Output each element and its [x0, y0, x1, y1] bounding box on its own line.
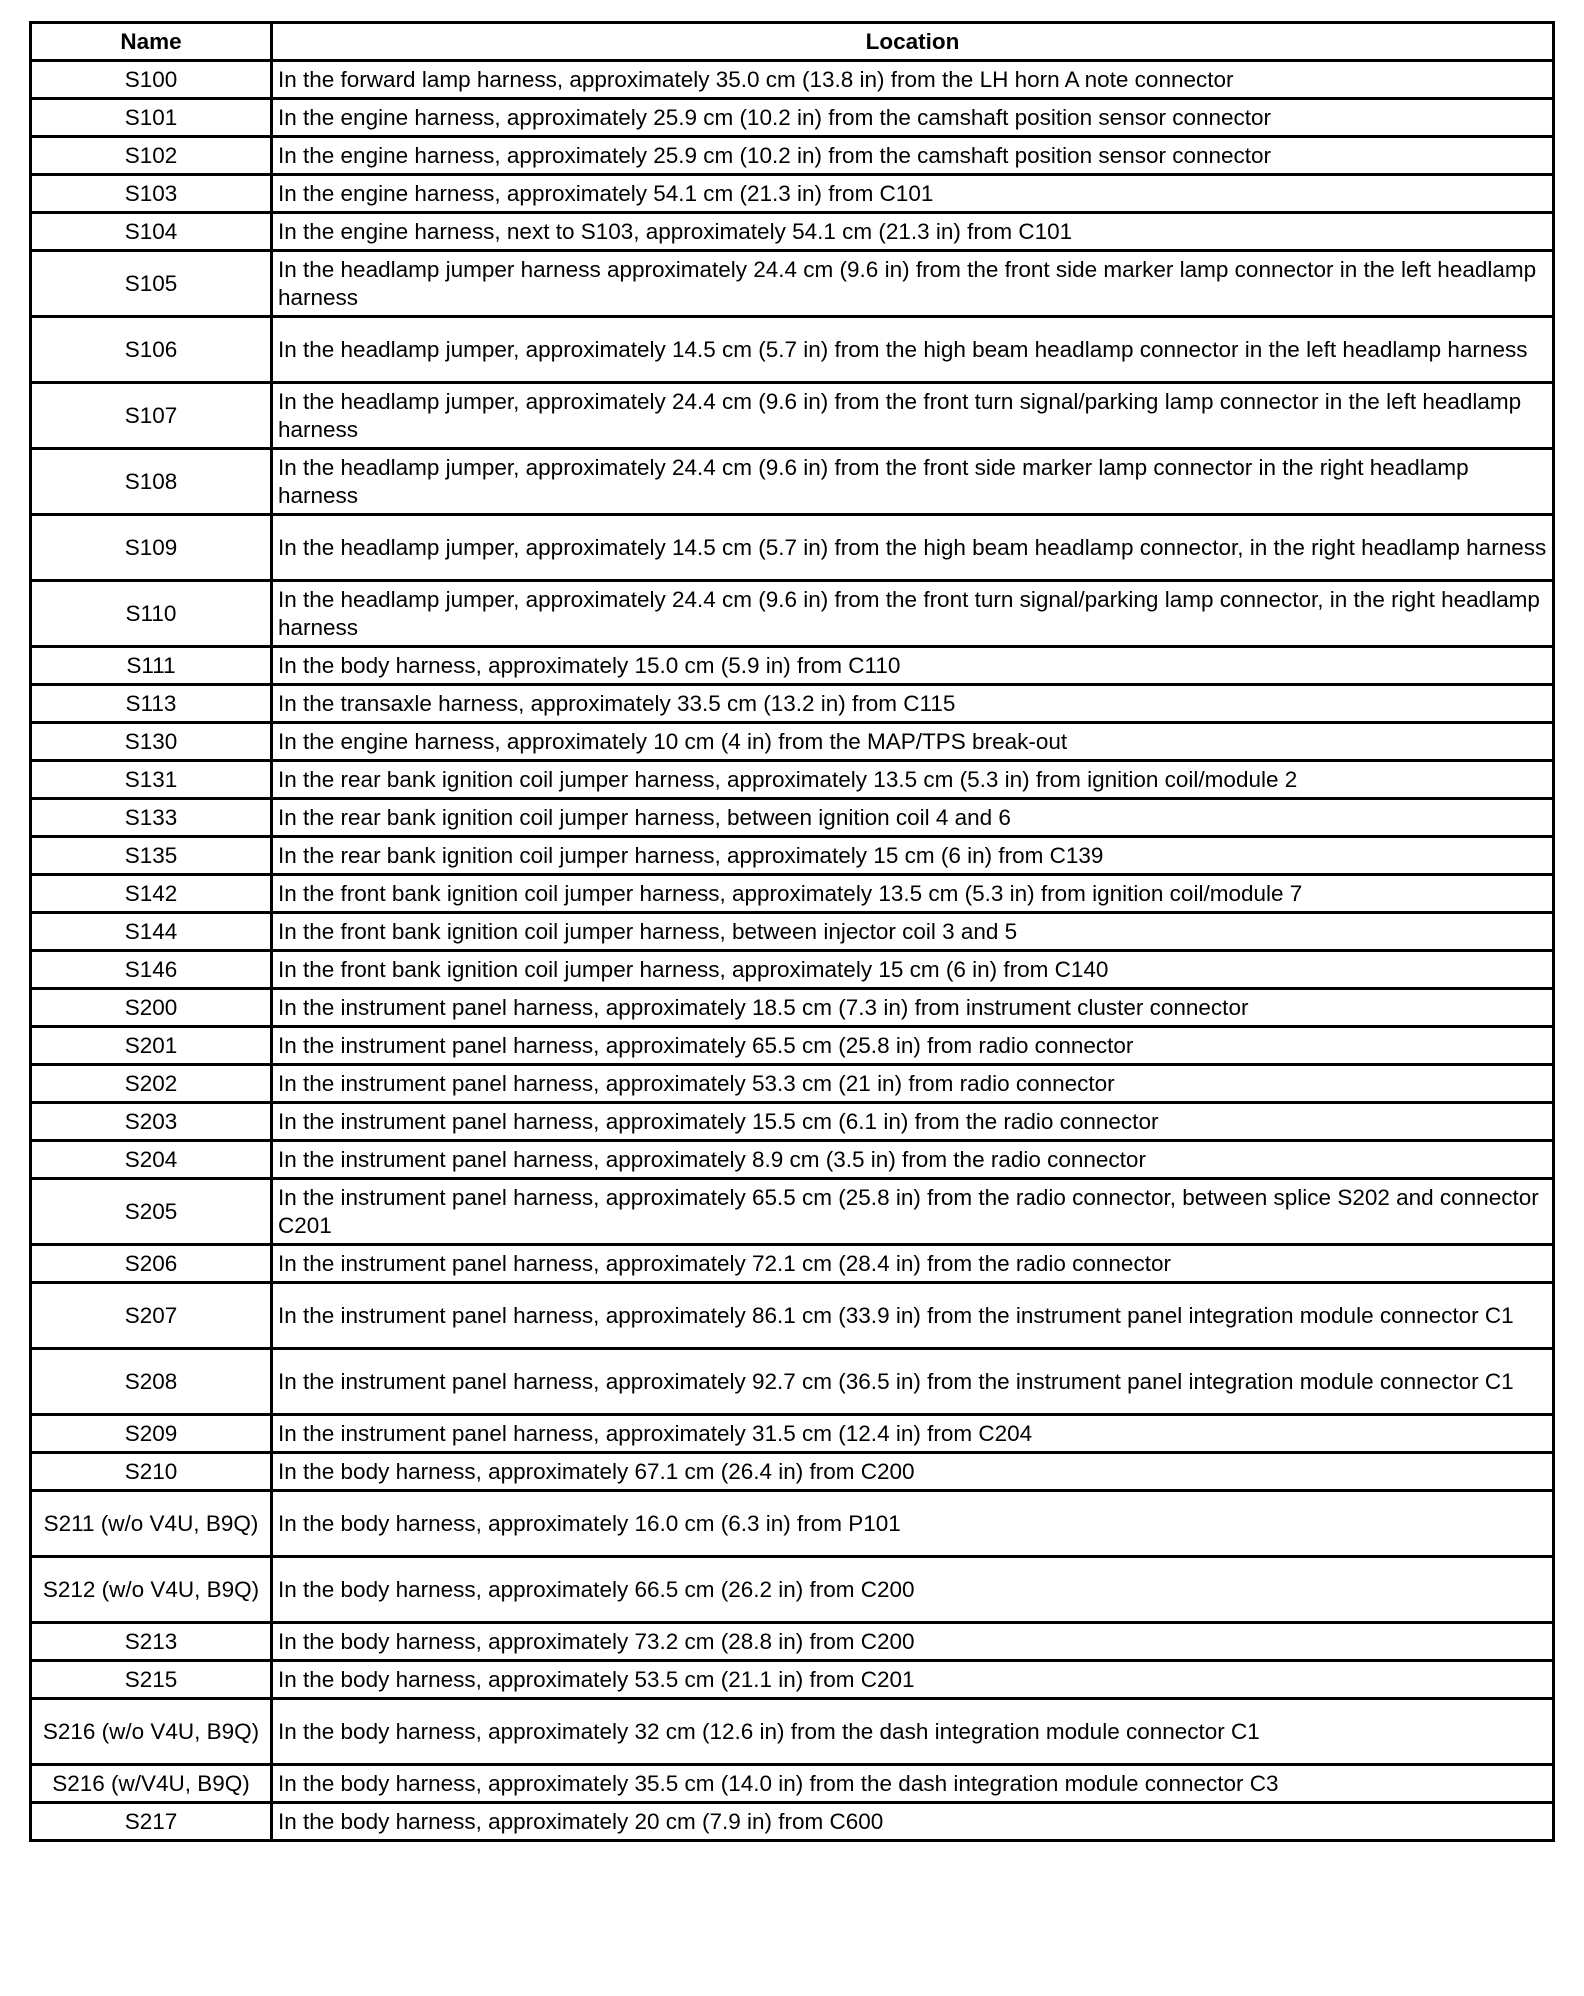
table-row [31, 61, 1554, 99]
table-row [31, 99, 1554, 137]
splice-location-cell: In the rear bank ignition coil jumper harness, between ignition coil 4 and 6 [272, 799, 1554, 837]
table-row [31, 723, 1554, 761]
table-row [31, 515, 1554, 581]
splice-location-cell: In the engine harness, approximately 10 cm (4 in) from the MAP/TPS break-out [272, 723, 1554, 761]
splice-name-cell: S216 (w/V4U, B9Q) [31, 1765, 272, 1803]
splice-name-cell: S206 [31, 1245, 272, 1283]
splice-location-cell: In the headlamp jumper, approximately 24.4 cm (9.6 in) from the front turn signal/parking lamp connector, in the right headlamp harness [272, 581, 1554, 647]
splice-location-cell: In the headlamp jumper, approximately 24.4 cm (9.6 in) from the front turn signal/parking lamp connector in the left headlamp harness [272, 383, 1554, 449]
table-row [31, 799, 1554, 837]
splice-name-cell: S113 [31, 685, 272, 723]
table-row [31, 1179, 1554, 1245]
splice-location-cell: In the instrument panel harness, approximately 92.7 cm (36.5 in) from the instrument panel integration module connector C1 [272, 1349, 1554, 1415]
splice-name-cell: S215 [31, 1661, 272, 1699]
splice-name-cell: S107 [31, 383, 272, 449]
splice-location-cell: In the engine harness, approximately 25.9 cm (10.2 in) from the camshaft position sensor connector [272, 99, 1554, 137]
splice-name-cell: S133 [31, 799, 272, 837]
splice-location-cell: In the engine harness, next to S103, approximately 54.1 cm (21.3 in) from C101 [272, 213, 1554, 251]
splice-name-cell: S203 [31, 1103, 272, 1141]
splice-location-cell: In the rear bank ignition coil jumper harness, approximately 13.5 cm (5.3 in) from ignition coil/module 2 [272, 761, 1554, 799]
splice-name-cell: S207 [31, 1283, 272, 1349]
table-row [31, 1699, 1554, 1765]
table-row [31, 1765, 1554, 1803]
splice-name-cell: S204 [31, 1141, 272, 1179]
splice-location-table-wrapper [29, 21, 1552, 1842]
table-row [31, 951, 1554, 989]
table-row [31, 317, 1554, 383]
splice-location-cell: In the body harness, approximately 73.2 cm (28.8 in) from C200 [272, 1623, 1554, 1661]
splice-location-cell: In the body harness, approximately 53.5 cm (21.1 in) from C201 [272, 1661, 1554, 1699]
table-row [31, 685, 1554, 723]
splice-location-cell: In the rear bank ignition coil jumper harness, approximately 15 cm (6 in) from C139 [272, 837, 1554, 875]
table-row [31, 1283, 1554, 1349]
table-row [31, 137, 1554, 175]
splice-location-cell: In the instrument panel harness, approximately 15.5 cm (6.1 in) from the radio connector [272, 1103, 1554, 1141]
table-row [31, 837, 1554, 875]
table-row [31, 175, 1554, 213]
splice-name-cell: S209 [31, 1415, 272, 1453]
splice-name-cell: S201 [31, 1027, 272, 1065]
splice-name-cell: S217 [31, 1803, 272, 1841]
table-row [31, 1623, 1554, 1661]
splice-name-cell: S104 [31, 213, 272, 251]
splice-name-cell: S111 [31, 647, 272, 685]
splice-location-cell: In the headlamp jumper, approximately 24.4 cm (9.6 in) from the front side marker lamp connector in the right headlamp harness [272, 449, 1554, 515]
table-row [31, 913, 1554, 951]
splice-name-cell: S109 [31, 515, 272, 581]
table-row [31, 1557, 1554, 1623]
table-row [31, 761, 1554, 799]
table-row [31, 383, 1554, 449]
splice-location-cell: In the front bank ignition coil jumper harness, approximately 13.5 cm (5.3 in) from ignition coil/module 7 [272, 875, 1554, 913]
table-row [31, 1027, 1554, 1065]
splice-location-cell: In the instrument panel harness, approximately 65.5 cm (25.8 in) from radio connector [272, 1027, 1554, 1065]
splice-name-cell: S102 [31, 137, 272, 175]
splice-location-cell: In the body harness, approximately 15.0 cm (5.9 in) from C110 [272, 647, 1554, 685]
table-row [31, 1065, 1554, 1103]
splice-location-cell: In the engine harness, approximately 25.9 cm (10.2 in) from the camshaft position sensor connector [272, 137, 1554, 175]
table-row [31, 1349, 1554, 1415]
splice-name-cell: S105 [31, 251, 272, 317]
splice-name-cell: S135 [31, 837, 272, 875]
table-row [31, 1803, 1554, 1841]
splice-location-cell: In the headlamp jumper harness approximately 24.4 cm (9.6 in) from the front side marker lamp connector in the left headlamp harness [272, 251, 1554, 317]
splice-location-cell: In the instrument panel harness, approximately 31.5 cm (12.4 in) from C204 [272, 1415, 1554, 1453]
splice-name-cell: S103 [31, 175, 272, 213]
column-header-location: Location [272, 23, 1554, 61]
table-row [31, 875, 1554, 913]
splice-location-cell: In the body harness, approximately 16.0 cm (6.3 in) from P101 [272, 1491, 1554, 1557]
splice-name-cell: S200 [31, 989, 272, 1027]
splice-name-cell: S216 (w/o V4U, B9Q) [31, 1699, 272, 1765]
splice-location-table [29, 21, 1555, 1842]
splice-name-cell: S130 [31, 723, 272, 761]
splice-name-cell: S211 (w/o V4U, B9Q) [31, 1491, 272, 1557]
splice-location-cell: In the transaxle harness, approximately 33.5 cm (13.2 in) from C115 [272, 685, 1554, 723]
splice-location-cell: In the instrument panel harness, approximately 65.5 cm (25.8 in) from the radio connector, between splice S202 and connector C201 [272, 1179, 1554, 1245]
splice-location-cell: In the body harness, approximately 20 cm (7.9 in) from C600 [272, 1803, 1554, 1841]
table-row [31, 213, 1554, 251]
table-row [31, 1453, 1554, 1491]
table-row [31, 1245, 1554, 1283]
column-header-name: Name [31, 23, 272, 61]
splice-name-cell: S100 [31, 61, 272, 99]
table-row [31, 989, 1554, 1027]
splice-name-cell: S208 [31, 1349, 272, 1415]
splice-location-cell: In the instrument panel harness, approximately 18.5 cm (7.3 in) from instrument cluster connector [272, 989, 1554, 1027]
splice-name-cell: S131 [31, 761, 272, 799]
table-row [31, 1415, 1554, 1453]
table-row [31, 1141, 1554, 1179]
splice-name-cell: S101 [31, 99, 272, 137]
splice-location-cell: In the forward lamp harness, approximately 35.0 cm (13.8 in) from the LH horn A note connector [272, 61, 1554, 99]
splice-location-cell: In the instrument panel harness, approximately 8.9 cm (3.5 in) from the radio connector [272, 1141, 1554, 1179]
splice-location-cell: In the instrument panel harness, approximately 53.3 cm (21 in) from radio connector [272, 1065, 1554, 1103]
table-row [31, 449, 1554, 515]
table-row [31, 1661, 1554, 1699]
splice-name-cell: S213 [31, 1623, 272, 1661]
splice-name-cell: S205 [31, 1179, 272, 1245]
table-header-row [31, 23, 1554, 61]
splice-location-cell: In the instrument panel harness, approximately 86.1 cm (33.9 in) from the instrument panel integration module connector C1 [272, 1283, 1554, 1349]
splice-location-cell: In the headlamp jumper, approximately 14.5 cm (5.7 in) from the high beam headlamp connector, in the right headlamp harness [272, 515, 1554, 581]
splice-location-cell: In the body harness, approximately 32 cm (12.6 in) from the dash integration module connector C1 [272, 1699, 1554, 1765]
splice-location-cell: In the instrument panel harness, approximately 72.1 cm (28.4 in) from the radio connector [272, 1245, 1554, 1283]
splice-name-cell: S106 [31, 317, 272, 383]
splice-name-cell: S110 [31, 581, 272, 647]
splice-name-cell: S144 [31, 913, 272, 951]
splice-name-cell: S210 [31, 1453, 272, 1491]
splice-location-cell: In the front bank ignition coil jumper harness, between injector coil 3 and 5 [272, 913, 1554, 951]
table-row [31, 1491, 1554, 1557]
table-row [31, 251, 1554, 317]
splice-name-cell: S202 [31, 1065, 272, 1103]
splice-name-cell: S142 [31, 875, 272, 913]
splice-location-cell: In the front bank ignition coil jumper harness, approximately 15 cm (6 in) from C140 [272, 951, 1554, 989]
splice-location-cell: In the body harness, approximately 35.5 cm (14.0 in) from the dash integration module connector C3 [272, 1765, 1554, 1803]
splice-name-cell: S212 (w/o V4U, B9Q) [31, 1557, 272, 1623]
splice-name-cell: S108 [31, 449, 272, 515]
splice-location-cell: In the headlamp jumper, approximately 14.5 cm (5.7 in) from the high beam headlamp connector in the left headlamp harness [272, 317, 1554, 383]
table-row [31, 647, 1554, 685]
table-row [31, 1103, 1554, 1141]
splice-location-cell: In the engine harness, approximately 54.1 cm (21.3 in) from C101 [272, 175, 1554, 213]
splice-location-cell: In the body harness, approximately 66.5 cm (26.2 in) from C200 [272, 1557, 1554, 1623]
splice-location-cell: In the body harness, approximately 67.1 cm (26.4 in) from C200 [272, 1453, 1554, 1491]
table-row [31, 581, 1554, 647]
splice-name-cell: S146 [31, 951, 272, 989]
